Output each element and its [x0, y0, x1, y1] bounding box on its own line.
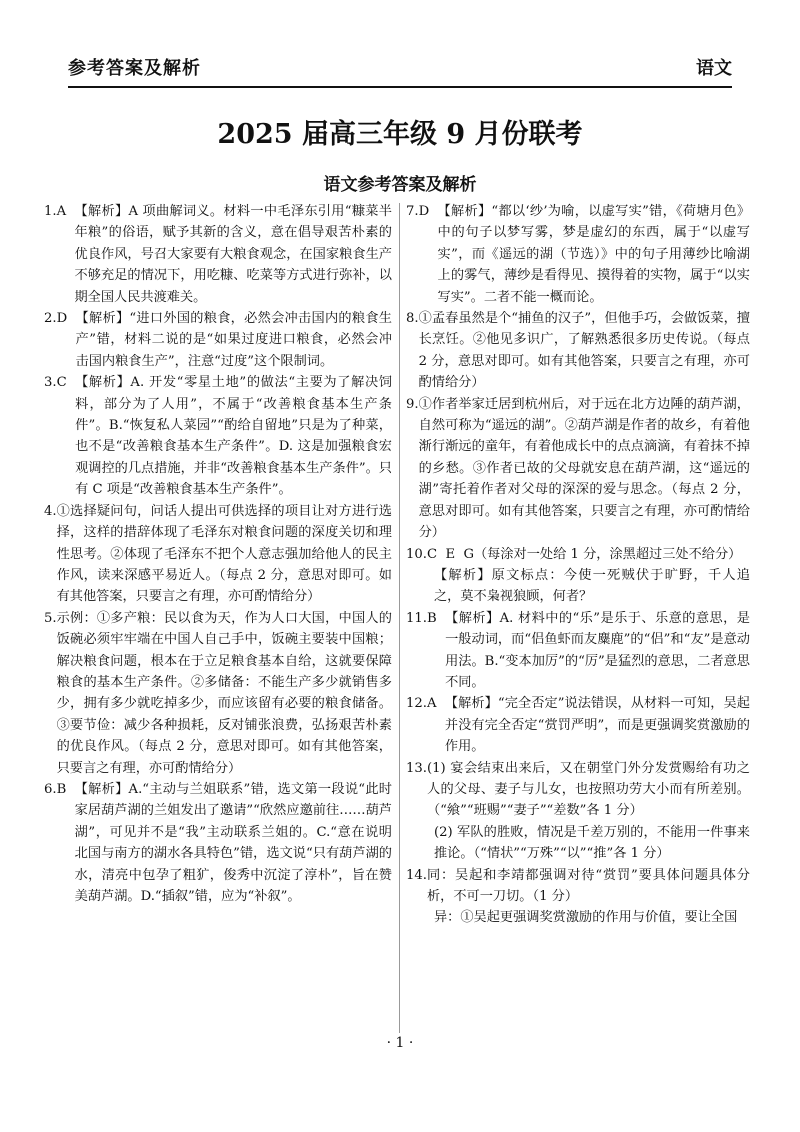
- answer-text: 【解析】A 项曲解词义。材料一中毛泽东引用“糠菜半年粮”的俗语，赋予其新的含义，意在倡导艰苦朴素的优良作风，号召大家要有大粮食观念，在国家粮食生产不够充足的情况下，用吃糠、吃菜等方式进行弥补，以期全国人民共渡难关。: [74, 204, 392, 305]
- answer-text: 【解析】A. 开发“零星土地”的做法“主要为了解决饲料，部分为了人用”，不属于“改善粮食基本生产条件”。B.“恢复私人菜园”“酌给自留地”只是为了种菜，也不是“改善粮食基本生产条件”。D. 这是加强粮食宏观调控的几点措施，并非“改善粮食基本生产条件”。只有 C 项是“改善粮食基本生产条件”。: [75, 375, 392, 498]
- left-column: [44, 201, 392, 907]
- answer-number: 2.D: [44, 311, 76, 327]
- answer-number: 7.D: [406, 204, 438, 219]
- answer-text: ①孟春虽然是个“捕鱼的汉子”，但他手巧，会做饭菜，擅长烹饪。②他见多识广，了解熟悉很多历史传说。（每点 2 分，意思对即可。如有其他答案，只要言之有理，亦可酌情给分）: [418, 311, 750, 391]
- answer-text: ①选择疑问句，问话人提出可供选择的项目让对方进行选择，这样的措辞体现了毛泽东对粮食问题的深度关切和理性思考。②体现了毛泽东不把个人意志强加给他人的民主作风，读来深感平易近人。（每点 2 分，意思对即可。如有其他答案，只要言之有理，亦可酌情给分）: [56, 503, 392, 605]
- answer-item: [406, 693, 750, 757]
- header-rule: [68, 86, 732, 88]
- answer-number: 4.: [44, 503, 57, 519]
- answer-item: [406, 758, 750, 822]
- answer-item: [44, 501, 392, 608]
- answer-text: 【解析】A. 材料中的“乐”是乐于、乐意的意思，是一般动词，而“侣鱼虾而友麋鹿”的“侣”和“友”是意动用法。B.“变本加厉”的“厉”是猛烈的意思，二者意思不同。: [445, 610, 750, 690]
- answer-text: 同：吴起和李靖都强调对待“赏罚”要具体问题具体分析，不可一刀切。（1 分）: [426, 867, 750, 904]
- page-title: 2025 届高三年级 9 月份联考: [217, 119, 583, 150]
- answer-number: 5.: [44, 610, 57, 626]
- answer-item: [406, 608, 750, 694]
- right-column: [406, 201, 750, 929]
- column-divider: [399, 203, 400, 1033]
- answer-item: [44, 608, 392, 779]
- answer-item: [44, 201, 392, 308]
- answer-item: [406, 394, 750, 544]
- answer-text: 示例：①多产粮：民以食为天，作为人口大国，中国人的饭碗必须牢牢端在中国人自己手中，饭碗主要装中国粮；解决粮食问题，根本在于立足粮食基本自给，这就要保障粮食的基本生产条件。②多储备：不能生产多少就销售多少，拥有多少就吃掉多少，而应该留有必要的粮食储备。③要节俭：减少各种损耗，反对铺张浪费，弘扬艰苦朴素的优良作风。（每点 2 分，意思对即可。如有其他答案，只要言之有理，亦可酌情给分）: [56, 610, 392, 776]
- answer-text: ①作者举家迁居到杭州后，对于远在北方边陲的葫芦湖，自然可称为“遥远的湖”。②葫芦湖是作者的故乡，有着他渐行渐远的童年，有着他成长中的点点滴滴，有着抹不掉的乡愁。③作者已故的父母就安息在葫芦湖，这“遥远的湖”寄托着作者对父母的深深的爱与思念。（每点 2 分，意思对即可。如有其他答案，只要言之有理，亦可酌情给分）: [418, 396, 750, 541]
- answer-number: 9.: [406, 396, 419, 412]
- answer-text: (1) 宴会结束出来后，又在朝堂门外分发赏赐给有功之人的父母、妻子与儿女，也按照功劳大小而有所差别。（“飨”“班赐”“妻子”“差数”各 1 分）: [426, 760, 750, 819]
- answer-subpart: (2) 军队的胜败，情况是千差万别的，不能用一件事来推论。（“情状”“万殊”“以”“推”各 1 分）: [434, 824, 750, 862]
- answer-item: [406, 865, 750, 908]
- answer-number: 1.A: [44, 204, 75, 219]
- answer-number: 3.C: [44, 375, 76, 391]
- page-header: [68, 54, 732, 84]
- answer-analysis: 【解析】原文标点：今使一死贼伏于旷野，千人追之，莫不枭视狼顾，何者？: [434, 567, 750, 605]
- answer-number: 6.B: [44, 781, 75, 797]
- page-subtitle: 语文参考答案及解析: [323, 175, 477, 195]
- answer-item: [44, 308, 392, 372]
- answer-number: 12.A: [406, 696, 445, 712]
- answer-text: 【解析】“进口外国的粮食，必然会冲击国内的粮食生产”错，材料二说的是“如果过度进口粮食，必然会冲击国内粮食生产”，注意“过度”这个限制词。: [75, 311, 392, 369]
- header-left-label: 参考答案及解析: [68, 58, 201, 79]
- answer-item: [406, 201, 750, 308]
- answer-item: [406, 544, 750, 565]
- page-number: · 1 ·: [386, 1035, 414, 1051]
- answer-item: [406, 308, 750, 394]
- answer-subpart: 异：①吴起更强调奖赏激励的作用与价值，要让全国: [434, 910, 738, 926]
- answer-text: 【解析】“都以‘纱’为喻，以虚写实”错，《荷塘月色》中的句子以梦写雾，梦是虚幻的东西，属于“以虚写实”，而《遥远的湖（节选）》中的句子用薄纱比喻湖上的雾气，薄纱是看得见、摸得着的实物，属于“以实写实”。二者不能一概而论。: [437, 204, 750, 305]
- answer-text: 【解析】“完全否定”说法错误，从材料一可知，吴起并没有完全否定“赏罚严明”，而是更强调奖赏激励的作用。: [444, 696, 750, 755]
- answer-number: 14.: [406, 867, 427, 883]
- answer-text: 【解析】A.“主动与兰姐联系”错，选文第一段说“此时家居葫芦湖的兰姐发出了邀请”“欣然应邀前往……葫芦湖”，可见并不是“我”主动联系兰姐的。C.“意在说明北国与南方的湖水各具特色”错，选文说“只有葫芦湖的水，清亮中包孕了粗犷，俊秀中沉淀了淳朴”，旨在赞美葫芦湖。D.“插叙”错，应为“补叙”。: [74, 781, 392, 904]
- answer-number: 11.B: [406, 610, 446, 626]
- answer-number: 8.: [406, 311, 419, 327]
- answer-number: 10.C E G: [406, 546, 474, 562]
- answer-number: 13.: [406, 760, 427, 776]
- header-subject-label: 语文: [696, 58, 732, 79]
- answer-item: [44, 779, 392, 907]
- answer-item: [44, 372, 392, 500]
- answer-text: （每涂对一处给 1 分，涂黑超过三处不给分）: [474, 546, 742, 562]
